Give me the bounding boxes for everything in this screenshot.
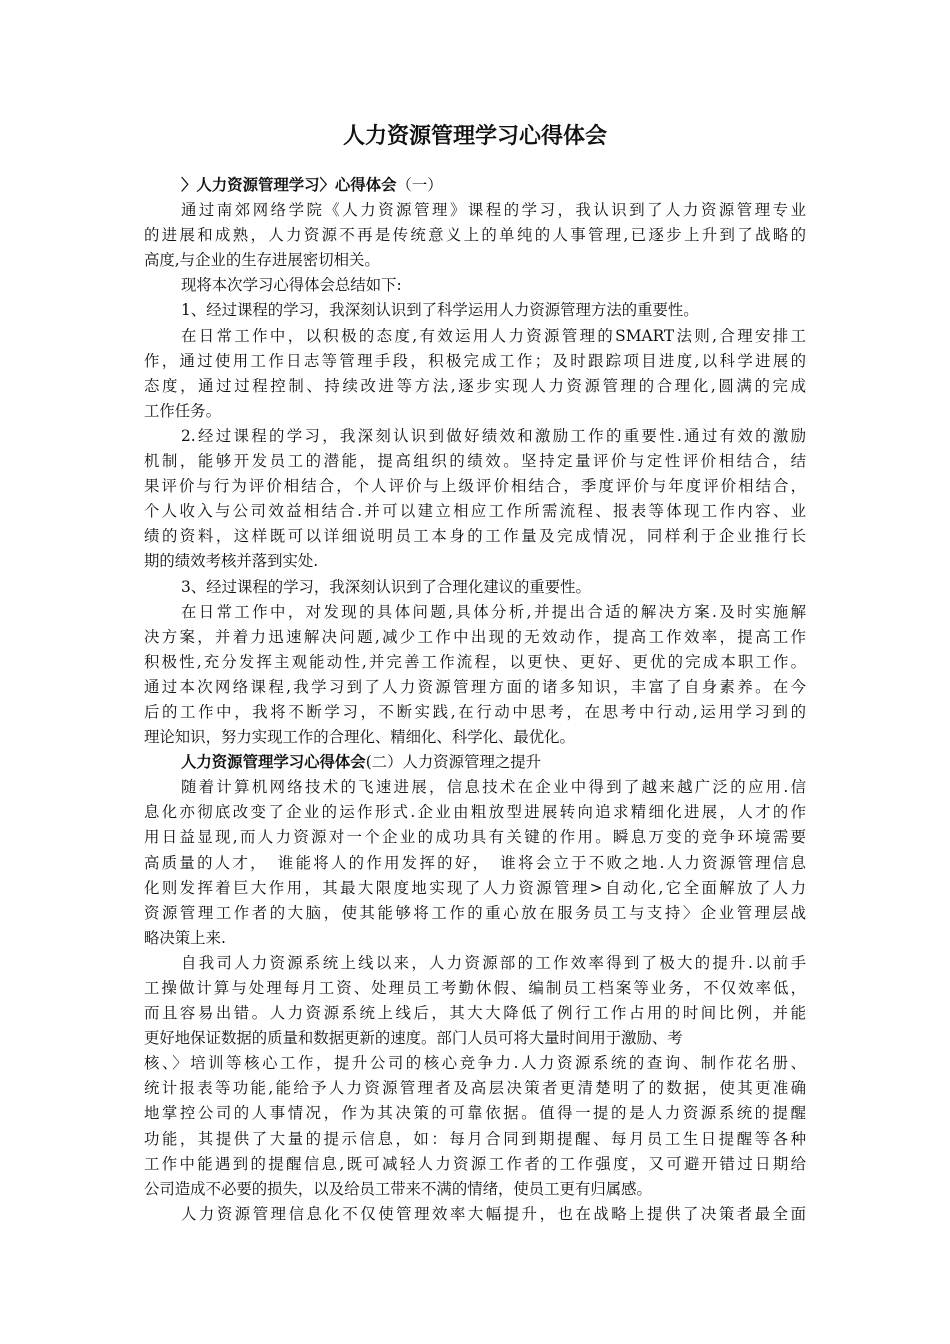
line-text: 自我司人力资源系统上线以来，人力资源部的工作效率得到了极大的提升.以前手 — [181, 953, 806, 972]
line-text: 通过本次网络课程,我学习到了人力资源管理方面的诸多知识，丰富了自身素养。在今 — [144, 677, 806, 696]
text-line — [144, 1101, 806, 1126]
line-text: 地掌控公司的人事情况，作为其决策的可靠依据。值得一提的是人力资源系统的提醒 — [144, 1104, 806, 1123]
line-text: 用日益显现,而人力资源对一个企业的成功具有关键的作用。瞬息万变的竞争环境需要 — [144, 828, 806, 847]
text-line — [144, 399, 806, 424]
document-title: 人力资源管理学习心得体会 — [342, 124, 607, 149]
line-text: 积极性,充分发挥主观能动性,并完善工作流程，以更快、更好、更优的完成本职工作。 — [144, 652, 806, 671]
text-line — [144, 775, 806, 800]
line-text: 机制，能够开发员工的潜能，提高组织的绩效。坚持定量评价与定性评价相结合，结 — [144, 452, 806, 471]
bold-heading-text: 人力资源管理学习心得体会 — [181, 753, 366, 772]
line-text: 理论知识，努力实现工作的合理化、精细化、科学化、最优化。 — [144, 728, 575, 747]
text-line — [144, 976, 806, 1001]
line-text: 在日常工作中，以积极的态度,有效运用人力资源管理的SMART法则,合理安排工 — [181, 326, 806, 345]
line-text: 而且容易出错。人力资源系统上线后，其大大降低了例行工作占用的时间比例，并能 — [144, 1004, 806, 1023]
bold-heading-text: 〉人力资源管理学习〉心得体会 — [181, 176, 397, 194]
text-line — [144, 349, 806, 374]
line-text: 略决策上来. — [144, 928, 226, 947]
line-text: 随着计算机网络技术的飞速进展，信息技术在企业中得到了越来越广泛的应用.信 — [181, 778, 806, 797]
text-line — [144, 1127, 806, 1152]
text-line — [144, 499, 806, 524]
text-line — [144, 825, 806, 850]
line-text: 个人收入与公司效益相结合.并可以建立相应工作所需流程、报表等体现工作内容、业 — [144, 502, 806, 521]
text-line — [144, 1152, 806, 1177]
text-line — [144, 951, 806, 976]
text-line — [144, 901, 806, 926]
text-line — [144, 1026, 806, 1051]
line-text: 化则发挥着巨大作用，其最大限度地实现了人力资源管理>自动化,它全面解放了人力 — [144, 878, 806, 897]
line-text: 高度,与企业的生存进展密切相关。 — [144, 251, 380, 270]
text-line — [144, 1076, 806, 1101]
line-text: 期的绩效考核并落到实处. — [144, 552, 319, 571]
text-line — [144, 223, 806, 248]
line-text: 息化亦彻底改变了企业的运作形式.企业由粗放型进展转向追求精细化进展，人才的作 — [144, 803, 806, 822]
text-line — [144, 625, 806, 650]
line-text: 更好地保证数据的质量和数据更新的速度。部门人员可将大量时间用于激励、考 — [144, 1029, 683, 1048]
line-text: 后的工作中，我将不断学习，不断实践,在行动中思考，在思考中行动,运用学习到的 — [144, 702, 806, 721]
text-line — [144, 650, 806, 675]
line-text: 果评价与行为评价相结合，个人评价与上级评价相结合，季度评价与年度评价相结合， — [144, 477, 806, 496]
line-text: 的进展和成熟，人力资源不再是传统意义上的单纯的人事管理,已逐步上升到了战略的 — [144, 226, 806, 245]
line-text: 态度，通过过程控制、持续改进等方法,逐步实现人力资源管理的合理化,圆满的完成 — [144, 376, 806, 395]
line-text: (二）人力资源管理之提升 — [365, 753, 542, 772]
line-text: 工操做计算与处理每月工资、处理员工考勤休假、编制员工档案等业务，不仅效率低， — [144, 979, 806, 997]
text-line — [144, 700, 806, 725]
text-line — [144, 926, 806, 951]
text-line — [144, 474, 806, 499]
text-line — [144, 575, 806, 600]
text-line — [144, 675, 806, 700]
line-text: 决方案，并着力迅速解决问题,减少工作中出现的无效动作，提高工作效率，提高工作 — [144, 627, 806, 646]
text-line — [144, 298, 806, 323]
line-text: 工作中能遇到的提醒信息,既可减轻人力资源工作者的工作强度，又可避开错过日期给 — [144, 1154, 806, 1173]
text-line — [144, 449, 806, 474]
line-text: 现将本次学习心得体会总结如下: — [181, 276, 402, 295]
text-line — [144, 1177, 806, 1202]
line-text: 高质量的人才， 谁能将人的作用发挥的好， 谁将会立于不败之地.人力资源管理信息 — [144, 853, 806, 872]
line-text: 资源管理工作者的大脑，使其能够将工作的重心放在服务员工与支持〉企业管理层战 — [144, 903, 806, 922]
line-text: 核、〉培训等核心工作，提升公司的核心竞争力.人力资源系统的查询、制作花名册、 — [144, 1054, 806, 1073]
text-line — [144, 524, 806, 549]
text-line — [144, 750, 806, 775]
text-line — [144, 324, 806, 349]
text-line — [144, 173, 806, 198]
line-text: 统计报表等功能,能给予人力资源管理者及高层决策者更清楚明了的数据，使其更准确 — [144, 1079, 806, 1098]
line-text: （一） — [396, 176, 443, 194]
line-text: 工作任务。 — [144, 401, 221, 420]
line-text: 通过南郊网络学院《人力资源管理》课程的学习，我认识到了人力资源管理专业 — [181, 201, 806, 220]
line-text: 3、经过课程的学习，我深刻认识到了合理化建议的重要性。 — [181, 577, 591, 596]
text-line — [144, 374, 806, 399]
line-text: 公司造成不必要的损失，以及给员工带来不满的情绪，使员工更有归属感。 — [144, 1179, 652, 1198]
text-line — [144, 1202, 806, 1227]
text-line — [144, 600, 806, 625]
line-text: 人力资源管理信息化不仅使管理效率大幅提升，也在战略上提供了决策者最全面 — [181, 1204, 806, 1223]
text-line — [144, 273, 806, 298]
text-line — [144, 549, 806, 574]
text-line — [144, 876, 806, 901]
line-text: 2.经过课程的学习，我深刻认识到做好绩效和激励工作的重要性.通过有效的激励 — [181, 426, 806, 445]
text-line — [144, 424, 806, 449]
text-line — [144, 725, 806, 750]
line-text: 绩的资料，这样既可以详细说明员工本身的工作量及完成情况，同样利于企业推行长 — [144, 527, 806, 546]
text-line — [144, 1001, 806, 1026]
text-line — [144, 1051, 806, 1076]
document-body — [144, 173, 806, 1227]
text-line — [144, 851, 806, 876]
line-text: 作，通过使用工作日志等管理手段，积极完成工作；及时跟踪项目进度,以科学进展的 — [144, 351, 806, 370]
text-line — [144, 248, 806, 273]
line-text: 功能，其提供了大量的提示信息，如：每月合同到期提醒、每月员工生日提醒等各种 — [144, 1129, 806, 1148]
text-line — [144, 198, 806, 223]
line-text: 1、经过课程的学习，我深刻认识到了科学运用人力资源管理方法的重要性。 — [181, 301, 699, 320]
line-text: 在日常工作中，对发现的具体问题,具体分析,并提出合适的解决方案.及时实施解 — [181, 602, 806, 621]
text-line — [144, 800, 806, 825]
